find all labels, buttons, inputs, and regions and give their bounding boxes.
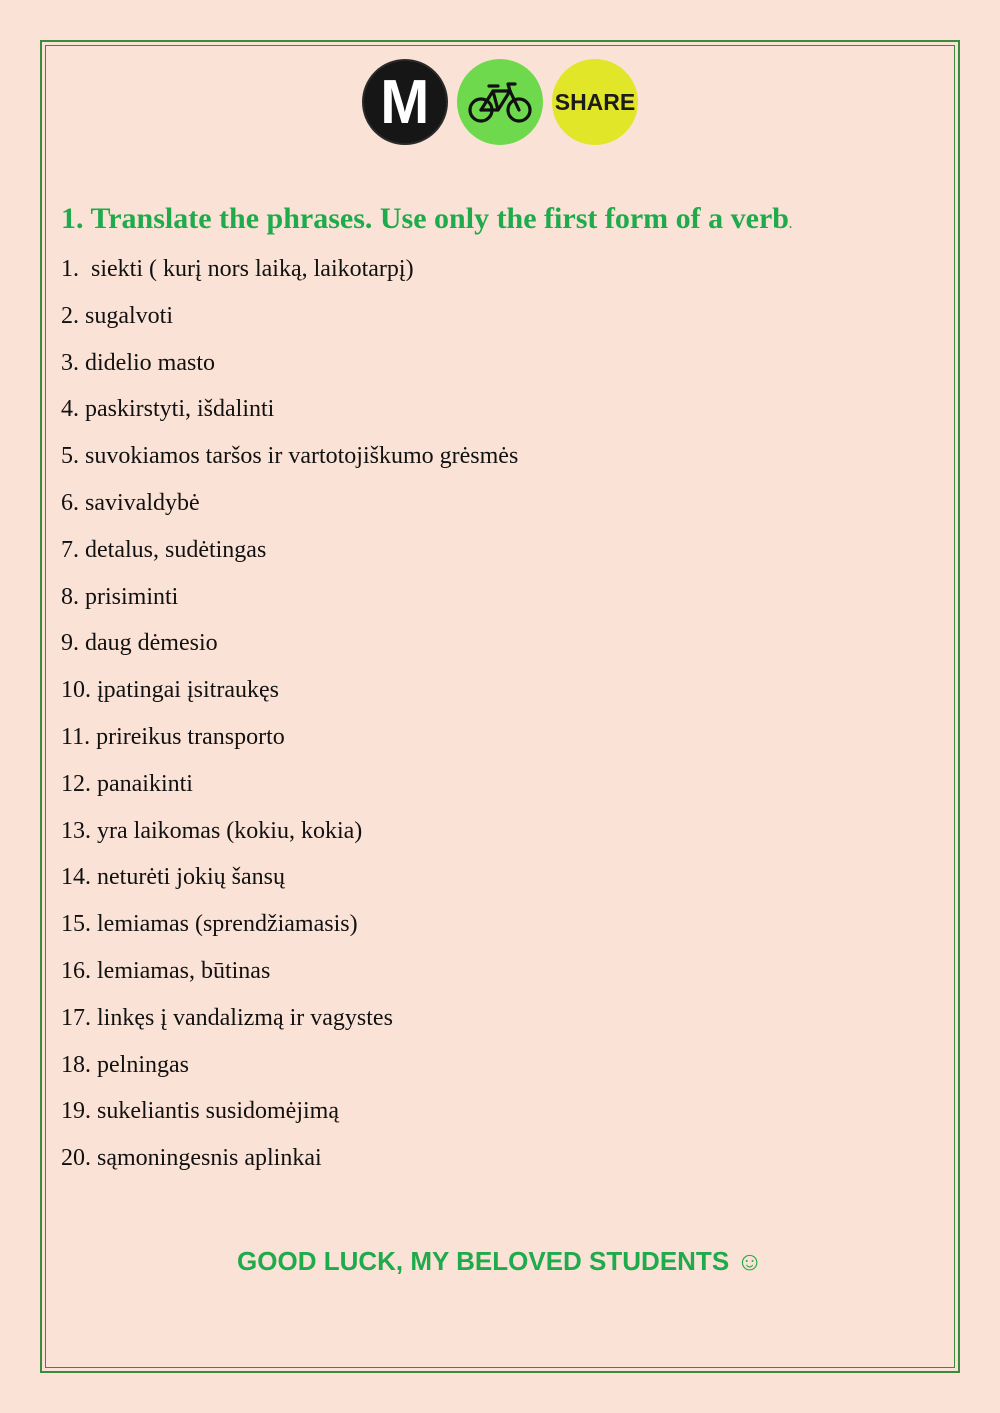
exercise-heading — [61, 196, 792, 247]
share-logo-text: SHARE — [554, 88, 636, 115]
phrase-item: 10. įpatingai įsitraukęs — [61, 677, 279, 704]
phrase-item: 6. savivaldybė — [61, 489, 200, 516]
phrase-item: 19. sukeliantis susidomėjimą — [61, 1098, 339, 1125]
phrase-item: 17. linkęs į vandalizmą ir vagystes — [61, 1004, 393, 1031]
bicycle-icon — [457, 59, 543, 145]
phrase-item: 3. didelio masto — [61, 349, 215, 376]
phrase-item: 13. yra laikomas (kokiu, kokia) — [61, 817, 363, 844]
phrase-item: 7. detalus, sudėtingas — [61, 536, 267, 563]
phrase-item: 18. pelningas — [61, 1051, 189, 1078]
phrase-item: 14. neturėti jokių šansų — [61, 864, 285, 891]
phrase-item: 15. lemiamas (sprendžiamasis) — [61, 911, 358, 938]
phrase-item: 9. daug dėmesio — [61, 630, 218, 657]
phrase-item: 12. panaikinti — [61, 770, 193, 797]
phrase-item: 4. paskirstyti, išdalinti — [61, 396, 275, 423]
bicycle-glyph — [467, 79, 533, 125]
phrase-item: 2. sugalvoti — [61, 302, 173, 329]
share-logo — [552, 59, 638, 145]
exercise-heading-text: 1. Translate the phrases. Use only the first form of a verb — [61, 202, 789, 235]
metro-logo — [362, 59, 448, 145]
phrase-item: 1. siekti ( kurį nors laiką, laikotarpį) — [61, 256, 414, 282]
metro-logo-letter: M — [380, 68, 430, 137]
phrase-item: 5. suvokiamos taršos ir vartotojiškumo grėsmės — [61, 443, 519, 470]
phrase-list — [61, 249, 518, 1185]
footer-message: GOOD LUCK, MY BELOVED STUDENTS ☺ — [237, 1246, 763, 1276]
phrase-item: 16. lemiamas, būtinas — [61, 957, 271, 984]
exercise-heading-dot: . — [788, 217, 792, 231]
phrase-item: 8. prisiminti — [61, 583, 179, 610]
phrase-item: 20. sąmoningesnis aplinkai — [61, 1145, 322, 1172]
phrase-item: 11. prireikus transporto — [61, 723, 285, 750]
logo-row — [0, 59, 1000, 145]
